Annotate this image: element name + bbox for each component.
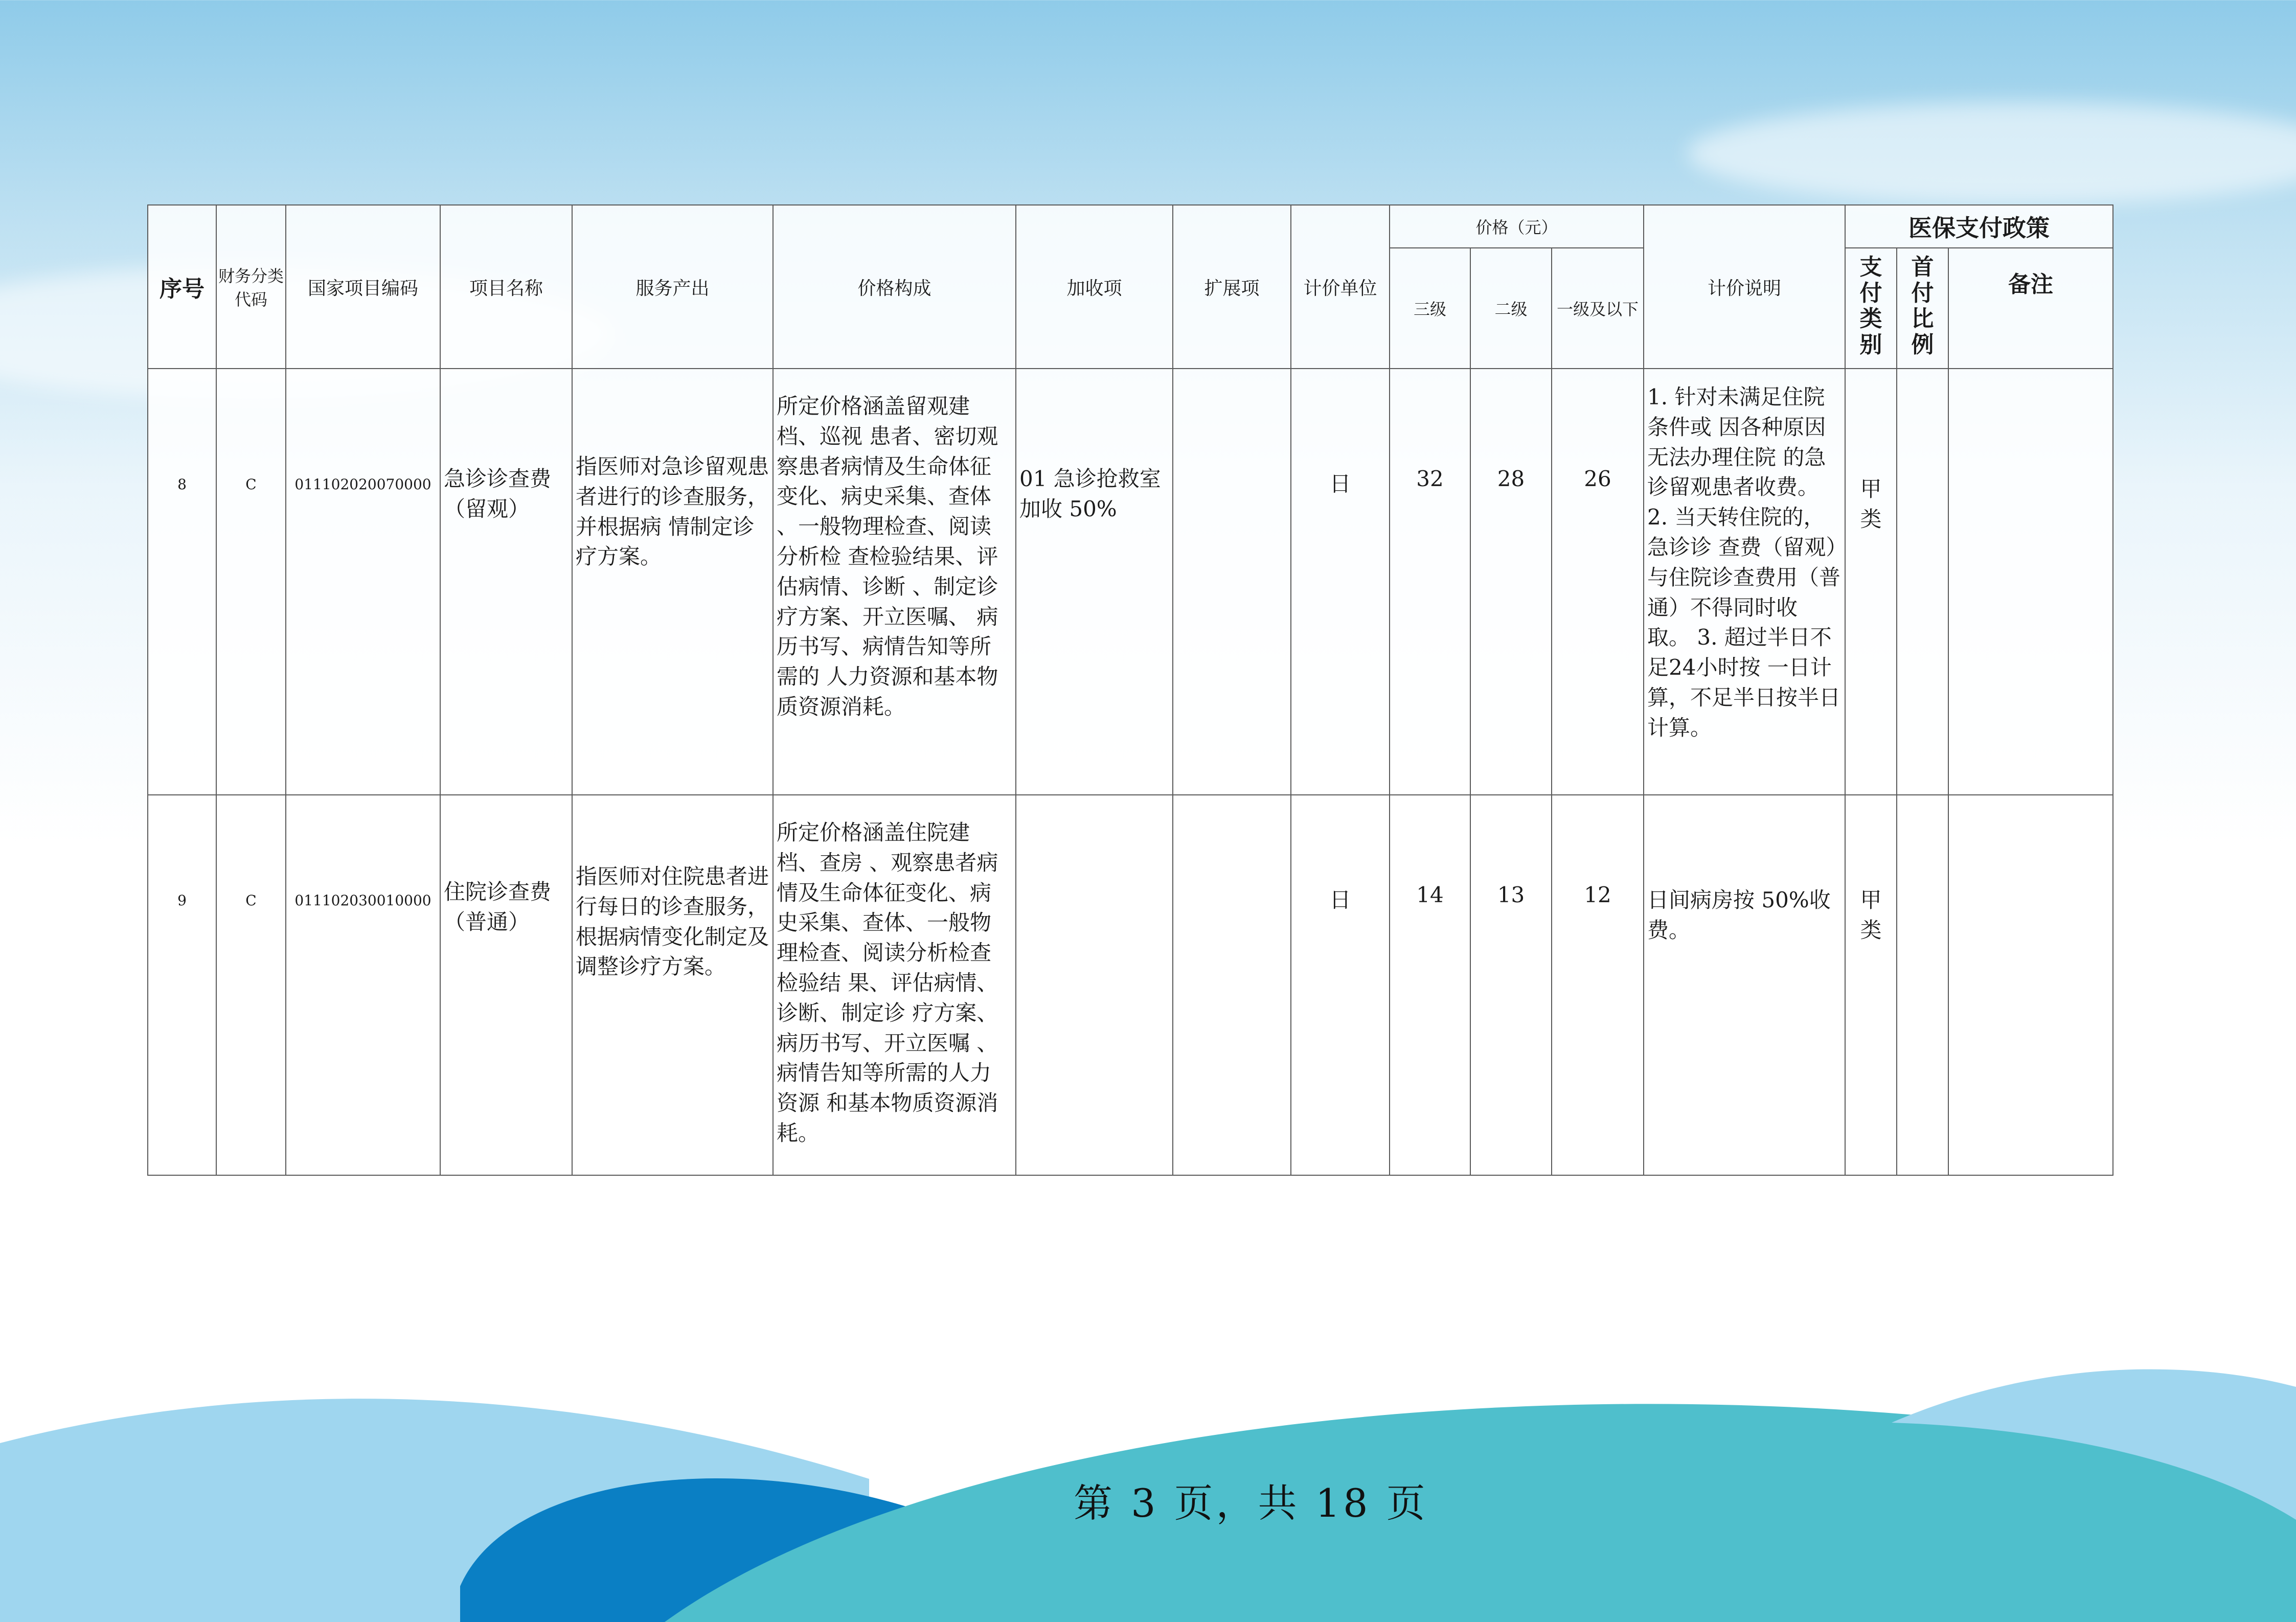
header-grade2: 二级	[1470, 248, 1552, 369]
cell-seq: 9	[148, 795, 216, 1175]
service-output-text: 指医师对住院患者进行每日的诊查服务，根据病情变化制定及调整诊疗方案。	[576, 864, 769, 979]
item-name-text: 住院诊查费（普通）	[444, 879, 552, 934]
cell-item-name	[440, 369, 572, 795]
header-remarks: 备注	[1948, 248, 2113, 369]
cell-extension	[1173, 795, 1291, 1175]
cell-surcharge	[1016, 369, 1173, 795]
cell-price-composition	[773, 369, 1016, 795]
cell-pay-category: 甲类	[1845, 369, 1897, 795]
cell-grade1: 26	[1552, 369, 1644, 795]
header-unit: 计价单位	[1291, 205, 1390, 369]
cell-pricing-note	[1644, 369, 1845, 795]
header-grade1: 一级及以下	[1552, 248, 1644, 369]
cell-item-name	[440, 795, 572, 1175]
cell-national-code: 011102030010000	[286, 795, 440, 1175]
cell-unit: 日	[1291, 795, 1390, 1175]
cell-remarks	[1948, 369, 2113, 795]
pricing-note-text: 日间病房按 50%收费。	[1647, 887, 1831, 943]
header-price-group: 价格（元）	[1390, 205, 1644, 248]
cell-first-ratio	[1897, 369, 1948, 795]
cell-seq: 8	[148, 369, 216, 795]
cell-unit: 日	[1291, 369, 1390, 795]
cell-extension	[1173, 369, 1291, 795]
header-national-code: 国家项目编码	[286, 205, 440, 369]
cell-surcharge	[1016, 795, 1173, 1175]
cloud-decoration	[1687, 102, 2296, 204]
cell-finance-code: C	[216, 369, 286, 795]
header-grade3: 三级	[1390, 248, 1470, 369]
cell-grade3: 14	[1390, 795, 1470, 1175]
header-extension: 扩展项	[1173, 205, 1291, 369]
price-composition-text: 所定价格涵盖留观建档、巡视 患者、密切观察患者病情及生命体征变化、病史采集、查体 、一般物理检查、阅读分析检 查检验结果、评估病情、诊断 、制定诊疗方案、开立医嘱、 病历书写、病情告知等所需的 人力资源和基本物质资源消耗。	[777, 394, 998, 719]
header-finance-code: 财务分类代码	[216, 205, 286, 369]
surcharge-text: 01 急诊抢救室加收 50%	[1019, 466, 1161, 521]
header-surcharge: 加收项	[1016, 205, 1173, 369]
cell-service-output	[572, 795, 773, 1175]
table-row	[148, 795, 2113, 1175]
table-row	[148, 369, 2113, 795]
cell-grade1: 12	[1552, 795, 1644, 1175]
cell-pricing-note	[1644, 795, 1845, 1175]
header-item-name: 项目名称	[440, 205, 572, 369]
cell-first-ratio	[1897, 795, 1948, 1175]
header-seq: 序号	[148, 205, 216, 369]
cell-finance-code: C	[216, 795, 286, 1175]
pricing-table	[147, 204, 2113, 1176]
service-output-text: 指医师对急诊留观患者进行的诊查服务，并根据病 情制定诊疗方案。	[576, 454, 769, 569]
cell-price-composition	[773, 795, 1016, 1175]
cell-national-code: 011102020070000	[286, 369, 440, 795]
cell-remarks	[1948, 795, 2113, 1175]
header-price-composition: 价格构成	[773, 205, 1016, 369]
page-number: 第 3 页，共 18 页	[1074, 1480, 1428, 1526]
cell-grade2: 13	[1470, 795, 1552, 1175]
price-composition-text: 所定价格涵盖住院建档、查房 、观察患者病情及生命体征变化、病史采集、查体、一般物 理检查、阅读分析检查检验结 果、评估病情、诊断、制定诊 疗方案、病历书写、开立医嘱 、病情告知等所需的人力资源 和基本物质资源消耗。	[777, 820, 998, 1146]
cell-grade2: 28	[1470, 369, 1552, 795]
cell-service-output	[572, 369, 773, 795]
item-name-text: 急诊诊查费（留观）	[444, 466, 552, 521]
pricing-note-text: 1. 针对未满足住院条件或 因各种原因无法办理住院 的急诊留观患者收费。 2. 当天转住院的，急诊诊 查费（留观）与住院诊查费用（普通）不得同时收 取。 3. 超过半日不足24小时按 一日计算，不足半日按半日计算。	[1647, 384, 1841, 740]
header-policy: 医保支付政策	[1845, 205, 2113, 248]
header-pricing-note: 计价说明	[1644, 205, 1845, 369]
header-pay-category: 支付类别	[1845, 248, 1897, 369]
header-service-output: 服务产出	[572, 205, 773, 369]
cell-grade3: 32	[1390, 369, 1470, 795]
header-first-ratio: 首付比例	[1897, 248, 1948, 369]
cell-pay-category: 甲类	[1845, 795, 1897, 1175]
